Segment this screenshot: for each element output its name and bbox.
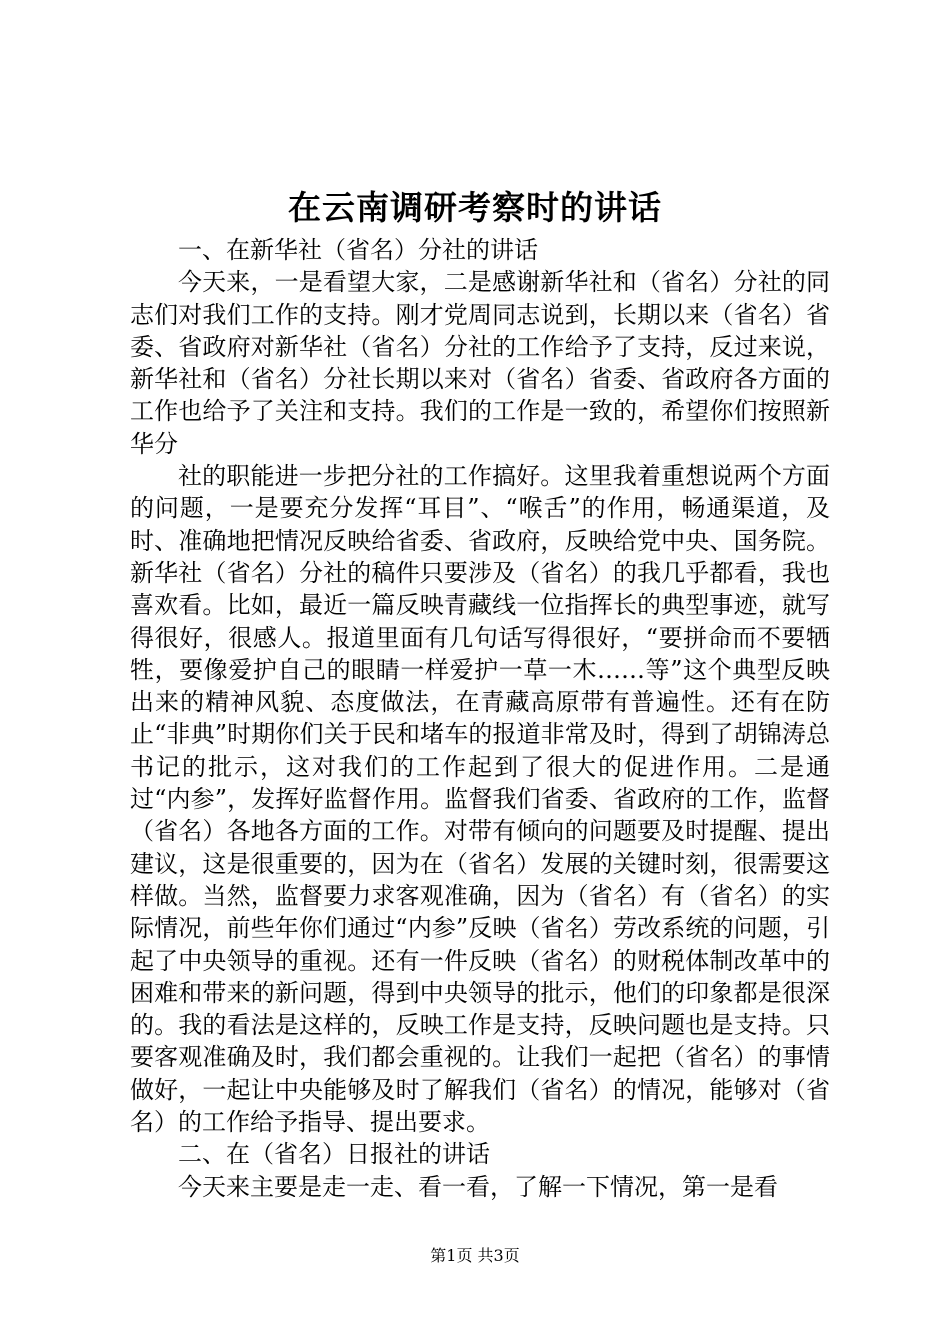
paragraph: 今天来主要是走一走、看一看，了解一下情况，第一是看 [178,1172,778,1201]
page-footer: 第1页 共3页 [430,1246,520,1265]
section-heading-1: 一、在新华社（省名）分社的讲话 [178,236,538,264]
paragraph: 今天来，一是看望大家，二是感谢新华社和（省名）分社的同志们对我们工作的支持。刚才党周同志说到，长期以来（省名）省委、省政府对新华社（省名）分社的工作给予了支持，反过来说，新华社和（省名）分社长期以来对（省名）省委、省政府各方面的工作也给予了关注和支持。我们的工作是一致的，希望你们按照新华分 [130,268,830,458]
document-body [130,234,830,1203]
paragraph: 社的职能进一步把分社的工作搞好。这里我着重想说两个方面的问题，一是要充分发挥“耳目”、“喉舌”的作用，畅通渠道，及时、准确地把情况反映给省委、省政府，反映给党中央、国务院。新华社（省名）分社的稿件只要涉及（省名）的我几乎都看，我也喜欢看。比如，最近一篇反映青藏线一位指挥长的典型事迹，就写得很好，很感人。报道里面有几句话写得很好，“要拼命而不要牺牲，要像爱护自己的眼睛一样爱护一草一木……等”这个典型反映出来的精神风貌、态度做法，在青藏高原带有普遍性。还有在防止“非典”时期你们关于民和堵车的报道非常及时，得到了胡锦涛总书记的批示，这对我们的工作起到了很大的促进作用。二是通过“内参”，发挥好监督作用。监督我们省委、省政府的工作，监督（省名）各地各方面的工作。对带有倾向的问题要及时提醒、提出建议，这是很重要的，因为在（省名）发展的关键时刻，很需要这样做。当然，监督要力求客观准确，因为（省名）有（省名）的实际情况，前些年你们通过“内参”反映（省名）劳改系统的问题，引起了中央领导的重视。还有一件反映（省名）的财税体制改革中的困难和带来的新问题，得到中央领导的批示，他们的印象都是很深的。我的看法是这样的，反映工作是支持，反映问题也是支持。只要客观准确及时，我们都会重视的。让我们一起把（省名）的事情做好，一起让中央能够及时了解我们（省名）的情况，能够对（省名）的工作给予指导、提出要求。 [130,462,830,1137]
section-heading-2: 二、在（省名）日报社的讲话 [178,1140,490,1169]
document-title: 在云南调研考察时的讲话 [288,188,662,227]
